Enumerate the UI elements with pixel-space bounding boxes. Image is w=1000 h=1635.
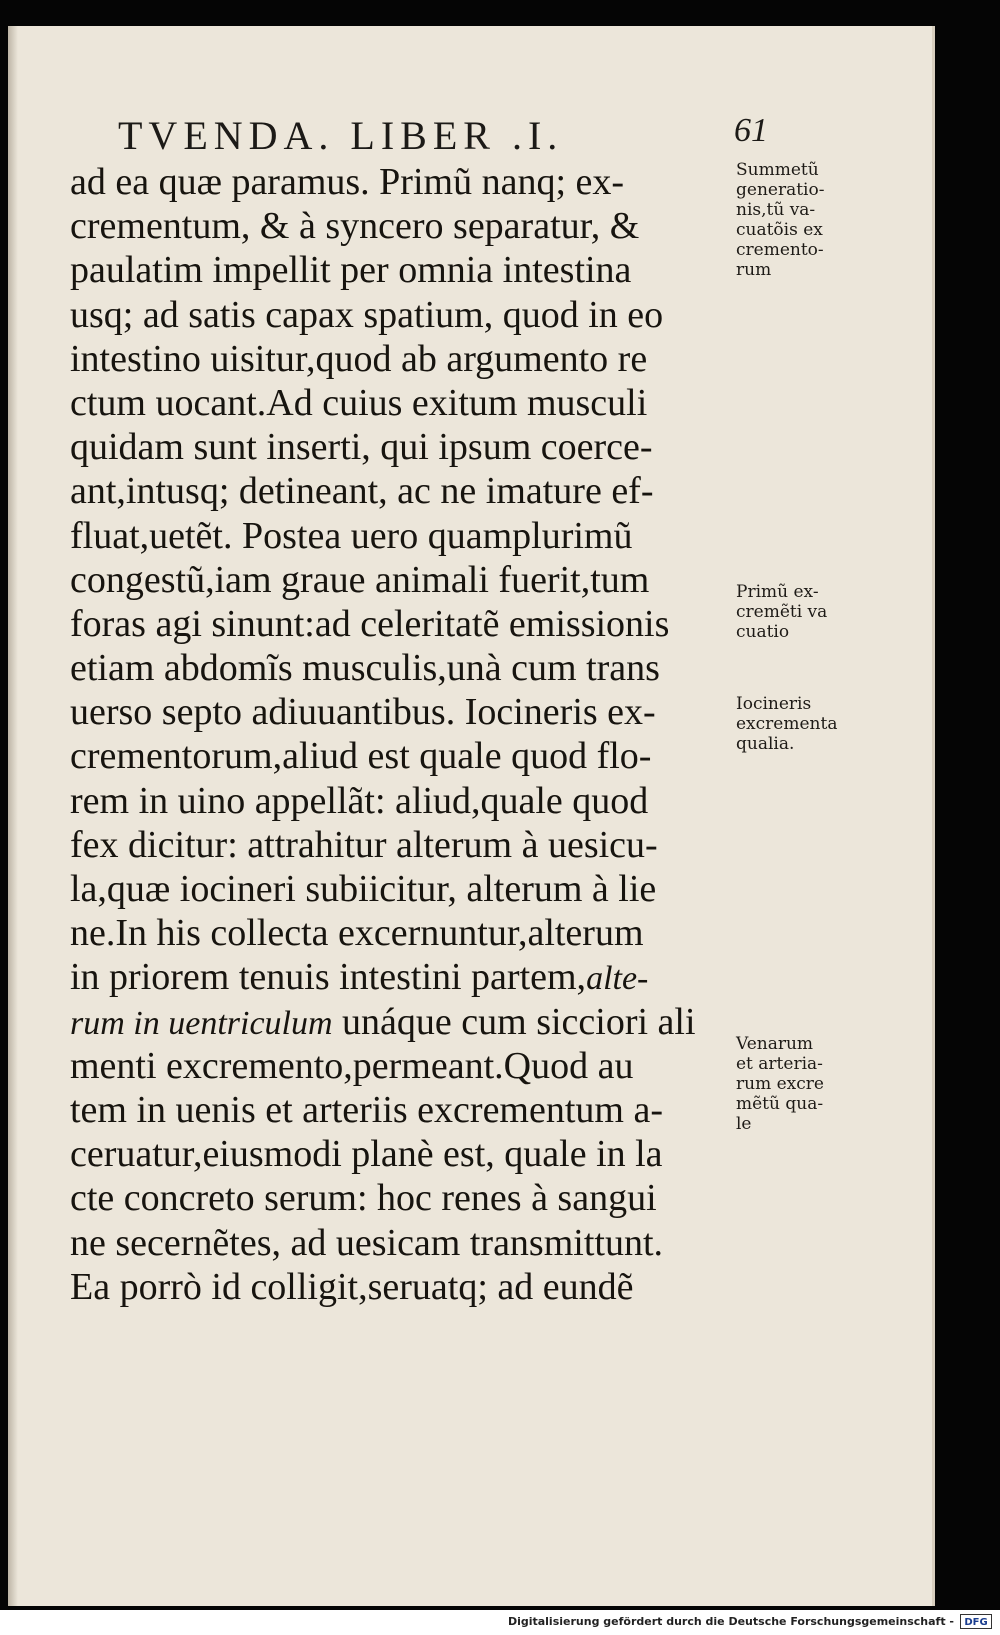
body-text — [70, 160, 720, 1309]
marginal-note-line: rum — [736, 260, 772, 280]
marginal-note-line: et arteria- — [736, 1054, 823, 1074]
text-line — [70, 337, 720, 381]
marginal-note — [736, 160, 866, 280]
text-line — [70, 734, 720, 778]
marginal-note-line: Summetũ — [736, 160, 819, 180]
text-segment: ant,intusq; detineant, ac ne imature ef- — [70, 470, 654, 513]
marginal-note-line: Primũ ex- — [736, 582, 819, 602]
text-segment: rem in uino appellãt: aliud,quale quod — [70, 779, 649, 822]
text-segment: congestũ,iam graue animali fuerit,tum — [70, 558, 650, 601]
text-segment: la,quæ iocineri subiicitur, alterum à lie — [70, 868, 657, 910]
marginal-note-line: cremento- — [736, 240, 824, 260]
marginal-note — [736, 694, 866, 754]
text-segment: Ea porrò id colligit,seruatq; ad eundẽ — [70, 1265, 634, 1308]
text-segment: ceruatur,eiusmodi planè est, quale in la — [70, 1133, 663, 1176]
marginal-note-line: excrementa — [736, 714, 838, 734]
marginal-note-line: Iocineris — [736, 694, 812, 714]
text-segment: crementum, & à syncero separatur, & — [70, 205, 640, 248]
text-segment: uerso septo adiuuantibus. Iocineris ex- — [70, 691, 656, 734]
marginal-note-line: qualia. — [736, 734, 795, 754]
text-line — [70, 469, 720, 513]
text-segment: tem in uenis et arteriis excrementum a- — [70, 1088, 663, 1131]
text-segment: in priorem tenuis intestini partem, — [70, 956, 587, 999]
text-line — [70, 160, 720, 204]
text-line — [70, 1044, 720, 1088]
page-number: 61 — [734, 112, 768, 149]
dfg-logo: DFG — [960, 1614, 992, 1629]
text-segment: alte- — [586, 960, 649, 998]
text-line — [70, 1000, 720, 1044]
page-spine-edge — [8, 26, 18, 1606]
marginal-note-line: rum excre — [736, 1074, 824, 1094]
page-header — [118, 112, 768, 158]
text-segment: fex dicitur: attrahitur alterum à uesicu- — [70, 823, 658, 866]
text-line — [70, 602, 720, 646]
marginal-note — [736, 582, 866, 642]
text-line — [70, 381, 720, 425]
text-line — [70, 514, 720, 558]
text-segment: foras agi sinunt:ad celeritatẽ emissionis — [70, 602, 670, 645]
marginal-note-line: generatio- — [736, 180, 825, 200]
text-segment: fluat,uetẽt. Postea uero quamplurimũ — [70, 514, 633, 557]
text-line — [70, 646, 720, 690]
marginal-note-line: cuatõis ex — [736, 220, 823, 240]
text-line — [70, 955, 720, 999]
text-segment: ne secernẽtes, ad uesicam transmittunt. — [70, 1221, 664, 1264]
digitization-footer — [0, 1610, 1000, 1635]
text-line — [70, 1088, 720, 1132]
text-segment: rum in uentriculum — [70, 1004, 333, 1042]
text-segment: paulatim impellit per omnia intestina — [70, 249, 632, 292]
text-line — [70, 204, 720, 248]
text-line — [70, 1176, 720, 1220]
text-line — [70, 690, 720, 734]
text-line — [70, 558, 720, 602]
text-segment: usq; ad satis capax spatium, quod in eo — [70, 293, 664, 336]
text-segment: intestino uisitur,quod ab argumento re — [70, 337, 648, 380]
marginal-note-line: Venarum — [736, 1034, 814, 1054]
text-segment: ctum uocant.Ad cuius exitum musculi — [70, 381, 648, 424]
running-head: TVENDA. LIBER .I. — [118, 113, 564, 158]
text-line — [70, 1132, 720, 1176]
text-segment: ne.In his collecta excernuntur,alterum — [70, 912, 644, 955]
footer-credit: Digitalisierung gefördert durch die Deutsche Forschungsgemeinschaft - — [507, 1615, 954, 1628]
marginal-note-line: le — [736, 1114, 752, 1134]
text-line — [70, 293, 720, 337]
marginal-note-line: cremẽti va — [736, 602, 828, 622]
text-line — [70, 779, 720, 823]
marginal-note-line: mẽtũ qua- — [736, 1094, 824, 1114]
text-segment: menti excremento,permeant.Quod au — [70, 1044, 634, 1087]
text-segment: quidam sunt inserti, qui ipsum coerce- — [70, 426, 653, 469]
text-line — [70, 911, 720, 955]
text-line — [70, 1221, 720, 1265]
marginal-note-line: cuatio — [736, 622, 790, 642]
marginal-note-line: nis,tũ va- — [736, 200, 816, 220]
text-line — [70, 867, 720, 911]
text-line — [70, 823, 720, 867]
text-segment: unáque cum sicciori ali — [332, 1000, 696, 1043]
marginal-note — [736, 1034, 866, 1134]
text-line — [70, 248, 720, 292]
text-segment: etiam abdomĩs musculis,unà cum trans — [70, 647, 660, 690]
text-segment: crementorum,aliud est quale quod flo- — [70, 735, 652, 778]
text-line — [70, 1265, 720, 1309]
text-line — [70, 425, 720, 469]
text-segment: ad ea quæ paramus. Primũ nanq; ex- — [70, 161, 625, 203]
text-segment: cte concreto serum: hoc renes à sangui — [70, 1177, 657, 1220]
